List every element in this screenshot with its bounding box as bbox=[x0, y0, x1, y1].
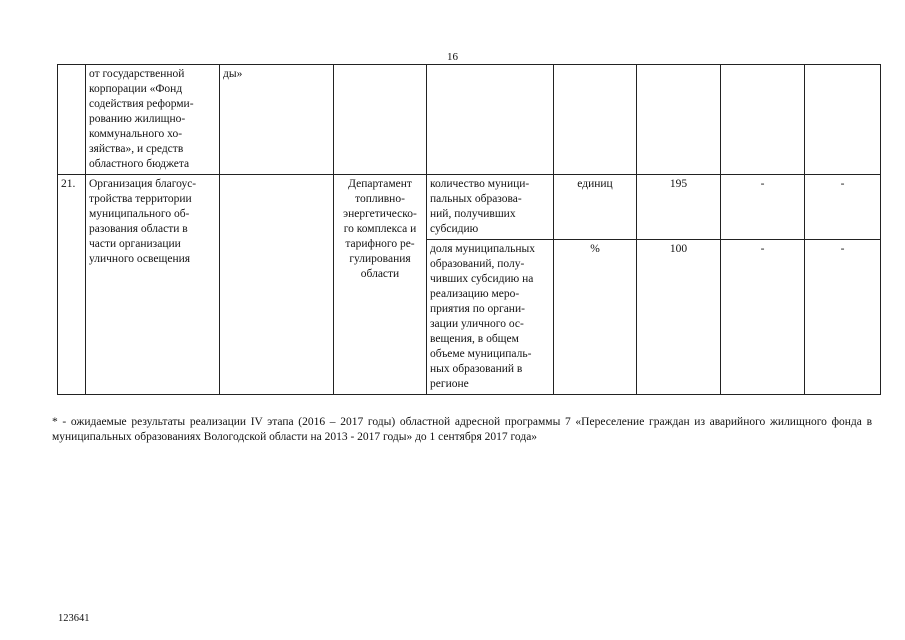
value-cell: 100 bbox=[637, 240, 721, 395]
document-number: 123641 bbox=[58, 613, 90, 624]
table-row-continuation bbox=[58, 65, 881, 175]
executor-cell: Департамент топливно- энергетическо- го комплекса и тарифного ре- гулирования области bbox=[334, 175, 427, 395]
table-cell bbox=[637, 65, 721, 175]
footnote: * - ожидаемые результаты реализации IV этапа (2016 – 2017 годы) областной адресной программы 7 «Переселение граждан из аварийного жилищного фонда в муниципальных образованиях Вологодской области на 2013 - 2017 годы» до 1 сентября 2017 года» bbox=[52, 416, 872, 443]
value-cell: 195 bbox=[637, 175, 721, 240]
table-cell bbox=[334, 65, 427, 175]
table-cell bbox=[427, 65, 554, 175]
indicator-name-cell: количество муници- пальных образова- ний, получивших субсидию bbox=[427, 175, 554, 240]
row-number-cell: 21. bbox=[58, 175, 86, 395]
activity-cell: от государственной корпорации «Фонд содействия реформи- рованию жилищно- коммунального хо- зяйства», и средств областного бюджета bbox=[86, 65, 220, 175]
indicator-name-cell: доля муниципальных образований, полу- чивших субсидию на реализацию меро- приятия по органи- зации уличного ос- вещения, в общем объеме муниципаль- ных образований в регионе bbox=[427, 240, 554, 395]
value-cell: - bbox=[805, 240, 881, 395]
table-cell: ды» bbox=[220, 65, 334, 175]
table-row-21-indicator-1 bbox=[58, 175, 881, 240]
activity-cell: Организация благоус- тройства территории муниципального об- разования области в части организации уличного освещения bbox=[86, 175, 220, 395]
value-cell: - bbox=[721, 240, 805, 395]
page-number: 16 bbox=[447, 51, 458, 63]
value-cell: - bbox=[721, 175, 805, 240]
table-cell bbox=[58, 65, 86, 175]
table-cell bbox=[721, 65, 805, 175]
table-cell bbox=[554, 65, 637, 175]
value-cell: - bbox=[805, 175, 881, 240]
table-cell bbox=[220, 175, 334, 395]
unit-cell: % bbox=[554, 240, 637, 395]
table-cell bbox=[805, 65, 881, 175]
program-results-table bbox=[57, 64, 881, 395]
unit-cell: единиц bbox=[554, 175, 637, 240]
